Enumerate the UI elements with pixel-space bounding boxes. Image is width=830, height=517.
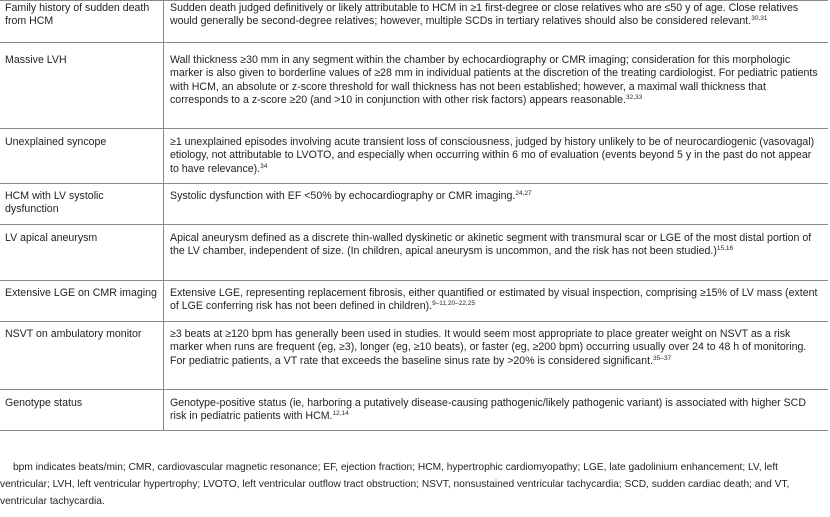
risk-factor-description bbox=[164, 43, 829, 129]
description-text: Sudden death judged definitively or likely attributable to HCM in ≥1 first-degree or close relatives who are ≤50 y of age. Close relatives would generally be second-degree relatives; however, multiple SCDs in tertiary relatives should also be considered relevant. bbox=[170, 2, 799, 28]
risk-factor-name: Massive LVH bbox=[0, 43, 164, 129]
reference-superscript: 12,14 bbox=[332, 410, 349, 418]
reference-superscript: 24,27 bbox=[515, 190, 532, 197]
risk-factor-description bbox=[164, 1, 829, 43]
risk-factor-name: Genotype status bbox=[0, 390, 164, 431]
risk-factor-description bbox=[164, 184, 829, 225]
footnote-text: bpm indicates beats/min; CMR, cardiovascular magnetic resonance; EF, ejection fraction; HCM, hypertrophic cardiomyopathy; LGE, late gadolinium enhancement; LV, left ventricular; LVH, left ventricular hypertrophy; LVOTO, left ventricular outflow tract obstruction; NSVT, nonsustained ventricular tachycardia; SCD, sudden cardiac death; and VT, ventricular tachycardia. bbox=[0, 462, 790, 507]
risk-factor-description bbox=[164, 129, 829, 184]
table-row bbox=[0, 322, 828, 390]
table-row bbox=[0, 281, 828, 322]
description-text: ≥3 beats at ≥120 bpm has generally been used in studies. It would seem most appropriate to place greater weight on NSVT as a risk marker when runs are frequent (eg, ≥3), longer (eg, ≥10 beats), or faster (eg, ≥200 bpm) occurring usually over 24 to 48 h of monitoring. For pediatric patients, a VT rate that exceeds the baseline sinus rate by >20% is considered significant. bbox=[170, 328, 807, 367]
risk-factor-name: Extensive LGE on CMR imaging bbox=[0, 281, 164, 322]
table-row bbox=[0, 184, 828, 225]
risk-factor-name: HCM with LV systolic dysfunction bbox=[0, 184, 164, 225]
description-text: Wall thickness ≥30 mm in any segment within the chamber by echocardiography or CMR imaging; consideration for this morphologic marker is also given to borderline values of ≥28 mm in individual patients at the discretion of the treating cardiologist. For pediatric patients with HCM, an absolute or z-score threshold for wall thickness has not been established; however, a maximal wall thickness that corresponds to a z-score ≥20 (and >10 in conjunction with other risk factors) appears reasonable. bbox=[170, 54, 818, 107]
risk-factor-description bbox=[164, 281, 829, 322]
description-text: ≥1 unexplained episodes involving acute transient loss of consciousness, judged by history unlikely to be of neurocardiogenic (vasovagal) etiology, not attributable to LVOTO, and especially when occurring within 6 mo of evaluation (events beyond 5 y in the past do not appear to have relevance). bbox=[170, 136, 815, 175]
reference-superscript: 32,33 bbox=[626, 94, 643, 102]
risk-factor-description bbox=[164, 322, 829, 390]
table-row bbox=[0, 129, 828, 184]
risk-factor-description bbox=[164, 390, 829, 431]
reference-superscript: 35–37 bbox=[652, 354, 672, 362]
description-text: Genotype-positive status (ie, harboring a putatively disease-causing pathogenic/likely pathogenic variant) is associated with higher SCD risk in pediatric patients with HCM. bbox=[170, 397, 806, 423]
risk-factor-name: LV apical aneurysm bbox=[0, 225, 164, 281]
reference-superscript: 9–11,20–22,25 bbox=[432, 300, 475, 308]
description-text: Extensive LGE, representing replacement fibrosis, either quantified or estimated by visual inspection, comprising ≥15% of LV mass (extent of LGE conferring risk has not been defined in children). bbox=[170, 287, 818, 313]
reference-superscript: 34 bbox=[260, 162, 268, 170]
reference-superscript: 15,16 bbox=[716, 245, 734, 253]
risk-factor-name: NSVT on ambulatory monitor bbox=[0, 322, 164, 390]
description-text: Systolic dysfunction with EF <50% by echocardiography or CMR imaging. bbox=[170, 190, 516, 202]
table-row bbox=[0, 1, 828, 43]
reference-superscript: 30,31 bbox=[751, 15, 768, 23]
table-footnote bbox=[0, 459, 826, 510]
risk-factor-name: Family history of sudden death from HCM bbox=[0, 1, 164, 43]
table-row bbox=[0, 43, 828, 129]
risk-factor-name: Unexplained syncope bbox=[0, 129, 164, 184]
description-text: Apical aneurysm defined as a discrete thin-walled dyskinetic or akinetic segment with transmural scar or LGE of the most distal portion of the LV chamber, independent of size. (In children, apical aneurysm is uncommon, and the risk has not been studied.) bbox=[170, 232, 812, 258]
table-row bbox=[0, 390, 828, 431]
risk-factor-description bbox=[164, 225, 829, 281]
table-row bbox=[0, 225, 828, 281]
